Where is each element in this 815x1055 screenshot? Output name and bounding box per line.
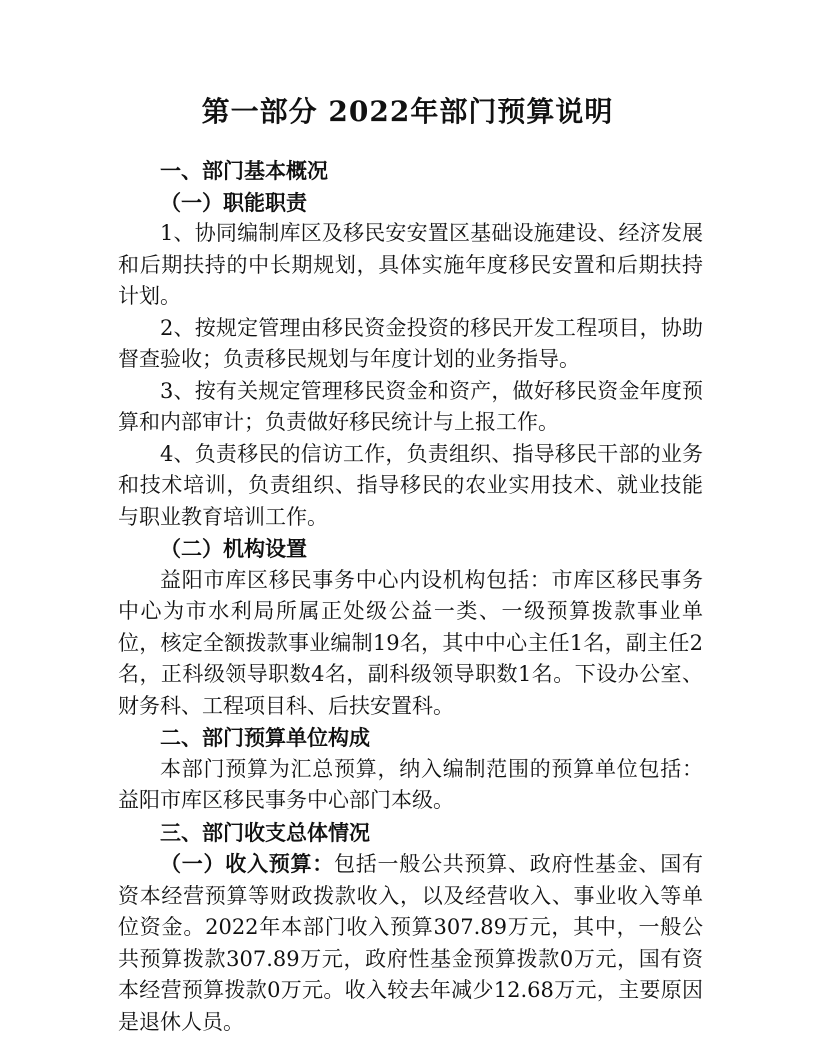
revenue-budget-paragraph	[118, 848, 703, 1038]
document-body	[118, 155, 703, 1038]
section-heading-revenue-expenditure: 三、部门收支总体情况	[160, 819, 370, 845]
budget-units-paragraph: 本部门预算为汇总预算，纳入编制范围的预算单位包括：益阳市库区移民事务中心部门本级。	[118, 756, 703, 812]
section-heading-basic-overview: 一、部门基本概况	[160, 158, 328, 183]
subsection-heading-functions: （一）职能职责	[160, 189, 307, 215]
function-item-3: 3、按有关规定管理移民资金和资产，做好移民资金年度预算和内部审计；负责做好移民统计与上报工作。	[118, 378, 703, 434]
function-item-2: 2、按规定管理由移民资金投资的移民开发工程项目，协助督查验收；负责移民规划与年度计划的业务指导。	[118, 315, 703, 371]
function-item-1: 1、协同编制库区及移民安安置区基础设施建设、经济发展和后期扶持的中长期规划，具体实施年度移民安置和后期扶持计划。	[118, 221, 703, 308]
page-title: 第一部分 2022年部门预算说明	[201, 95, 614, 128]
revenue-budget-text: 包括一般公共预算、政府性基金、国有资本经营预算等财政拨款收入，以及经营收入、事业收入等单位资金。2022年本部门收入预算307.89万元，其中，一般公共预算拨款307.89万元，政府性基金预算拨款0万元，国有资本经营预算拨款0万元。收入较去年减少12.68万元，主要原因是退休人员。	[118, 852, 703, 1034]
organization-paragraph: 益阳市库区移民事务中心内设机构包括：市库区移民事务中心为市水利局所属正处级公益一类、一级预算拨款事业单位，核定全额拨款事业编制19名，其中中心主任1名，副主任2名，正科级领导职数4名，副科级领导职数1名。下设办公室、财务科、工程项目科、后扶安置科。	[118, 567, 703, 718]
section-heading-budget-units: 二、部门预算单位构成	[160, 725, 370, 750]
subsection-heading-organization: （二）机构设置	[160, 536, 307, 561]
revenue-budget-lead: （一）收入预算：	[160, 851, 334, 876]
function-item-4: 4、负责移民的信访工作，负责组织、指导移民干部的业务和技术培训，负责组织、指导移民的农业实用技术、就业技能与职业教育培训工作。	[118, 441, 703, 529]
